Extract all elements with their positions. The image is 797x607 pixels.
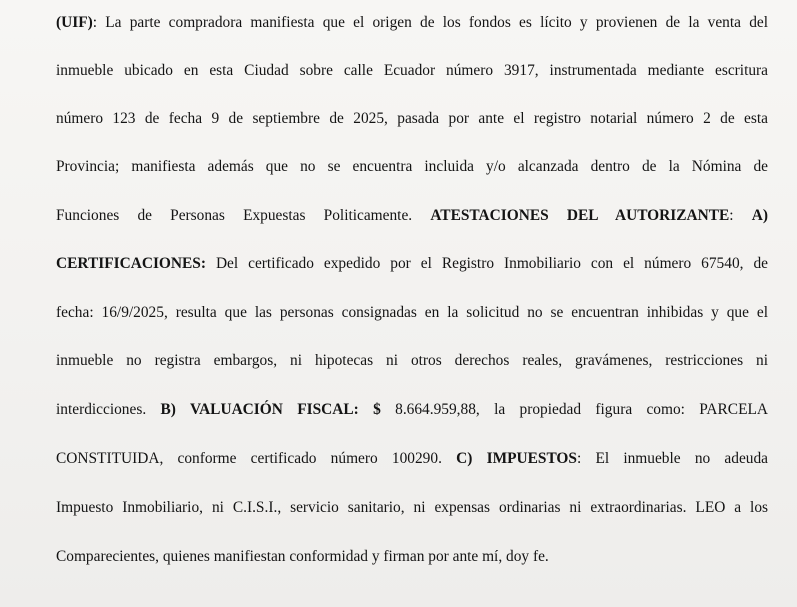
line-1-seg-1: (UIF): [56, 14, 93, 31]
text-line-11: [56, 497, 768, 519]
line-10-seg-2: C) IMPUESTOS: [456, 450, 577, 467]
line-5-seg-3: :: [729, 207, 752, 224]
line-10-seg-3: : El inmueble no adeuda: [576, 450, 768, 467]
line-11-seg-1: Impuesto Inmobiliario, ni C.I.S.I., servicio sanitario, ni expensas ordinarias ni extraordinarias. LEO a los: [56, 499, 768, 516]
text-line-5: [56, 205, 768, 227]
line-9-seg-1: interdicciones.: [56, 401, 161, 418]
line-3-seg-1: número 123 de fecha 9 de septiembre de 2025, pasada por ante el registro notarial número 2 de esta: [56, 110, 768, 127]
line-6-seg-2: Del certificado expedido por el Registro Inmobiliario con el número 67540, de: [205, 255, 768, 272]
text-line-10: [56, 448, 768, 470]
text-line-12: [56, 546, 768, 568]
line-7-seg-1: fecha: 16/9/2025, resulta que las personas consignadas en la solicitud no se encuentran inhibidas y que el: [56, 304, 768, 321]
text-line-2: [56, 60, 768, 82]
line-9-seg-3: 8.664.959,88, la propiedad figura como: PARCELA: [380, 401, 768, 418]
text-line-8: [56, 350, 768, 372]
line-5-seg-4: A): [751, 207, 768, 224]
line-12-seg-1: Comparecientes, quienes manifiestan conformidad y firman por ante mí, doy fe.: [56, 548, 549, 565]
line-1-seg-2: : La parte compradora manifiesta que el origen de los fondos es lícito y provienen de la venta del: [92, 14, 768, 31]
line-8-seg-1: inmueble no registra embargos, ni hipotecas ni otros derechos reales, gravámenes, restricciones ni: [56, 352, 768, 369]
text-line-1: [56, 12, 768, 34]
text-line-3: [56, 108, 768, 130]
line-6-seg-1: CERTIFICACIONES:: [56, 255, 206, 272]
line-5-seg-2: ATESTACIONES DEL AUTORIZANTE: [430, 207, 730, 224]
text-line-4: [56, 156, 768, 178]
text-line-6: [56, 253, 768, 275]
text-line-9: [56, 399, 768, 421]
text-line-7: [56, 302, 768, 324]
line-4-seg-1: Provincia; manifiesta además que no se encuentra incluida y/o alcanzada dentro de la Nómina de: [56, 158, 768, 175]
line-10-seg-1: CONSTITUIDA, conforme certificado número 100290.: [56, 450, 457, 467]
line-9-seg-2: B) VALUACIÓN FISCAL: $: [160, 401, 381, 418]
line-2-seg-1: inmueble ubicado en esta Ciudad sobre calle Ecuador número 3917, instrumentada mediante escritura: [56, 62, 768, 79]
line-5-seg-1: Funciones de Personas Expuestas Politicamente.: [56, 207, 431, 224]
